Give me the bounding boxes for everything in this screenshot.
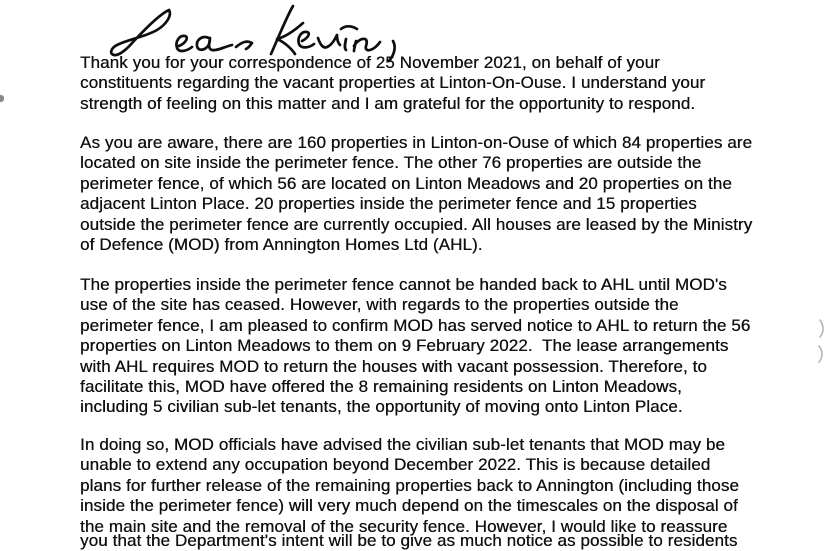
letter-paragraph-3 (80, 275, 812, 418)
handwriting-stroke-e2 (298, 32, 314, 47)
letter-paragraph-1 (80, 53, 812, 114)
handwriting-stroke-e1 (176, 36, 192, 51)
letter-line: As you are aware, there are 160 properties in Linton-on-Ouse of which 84 properties are (80, 133, 753, 152)
letter-line: Thank you for your correspondence of 25 November 2021, on behalf of your (80, 53, 660, 72)
handwriting-stroke-v (318, 35, 340, 47)
letter-line: facilitate this, MOD have offered the 8 remaining residents on Linton Meadows, (80, 377, 682, 397)
letter-line: inside the perimeter fence) will very much depend on the timescales on the disposal of (80, 496, 738, 516)
letter-paragraph-2 (80, 133, 812, 255)
letter-line: properties on Linton Meadows to them on 9 February 2022. The lease arrangements (80, 336, 729, 356)
scan-artifact-edge-marks (814, 318, 828, 364)
letter-line: adjacent Linton Place. 20 properties inside the perimeter fence and 15 properties (80, 194, 697, 214)
letter-line: unable to extend any occupation beyond December 2022. This is because detailed (80, 455, 711, 475)
letter-line: the main site and the removal of the security fence. However, I would like to reassure (80, 516, 728, 536)
letter-line: outside the perimeter fence are currently occupied. All houses are leased by the Ministry (80, 214, 753, 234)
clipped-letter-line: you that the Department's intent will be to give as much notice as possible to residents (80, 531, 738, 550)
letter-line: use of the site has ceased. However, with regards to the properties outside the (80, 295, 679, 315)
handwriting-stroke-r (236, 42, 252, 49)
letter-line: perimeter fence, I am pleased to confirm MOD has served notice to AHL to return the 56 (80, 315, 751, 335)
letter-paragraph-4 (80, 435, 812, 537)
handwriting-stroke-n (354, 39, 380, 51)
letter-line: including 5 civilian sub-let tenants, the opportunity of moving onto Linton Place. (80, 397, 683, 417)
letter-line: located on site inside the perimeter fence. The other 76 properties are outside the (80, 153, 702, 173)
letter-line: In doing so, MOD officials have advised the civilian sub-let tenants that MOD may be (80, 435, 725, 454)
scan-artifact-speck (0, 95, 4, 102)
handwriting-stroke-D (111, 10, 170, 55)
handwriting-stroke-i (345, 39, 346, 50)
letter-line: The properties inside the perimeter fence cannot be handed back to AHL until MOD's (80, 275, 727, 294)
handwriting-stroke-a (197, 37, 232, 50)
letter-line: plans for further release of the remaining properties back to Annington (including those (80, 475, 739, 495)
letter-line: with AHL requires MOD to return the houses with vacant possession. Therefore, to (80, 356, 707, 376)
handwriting-stroke-i-dot (341, 26, 357, 29)
letter-line: constituents regarding the vacant properties at Linton-On-Ouse. I understand your (80, 73, 706, 93)
letter-line: perimeter fence, of which 56 are located on Linton Meadows and 20 properties on the (80, 173, 732, 193)
letter-line: strength of feeling on this matter and I am grateful for the opportunity to respond. (80, 93, 696, 113)
letter-line: of Defence (MOD) from Annington Homes Ltd (AHL). (80, 235, 483, 255)
